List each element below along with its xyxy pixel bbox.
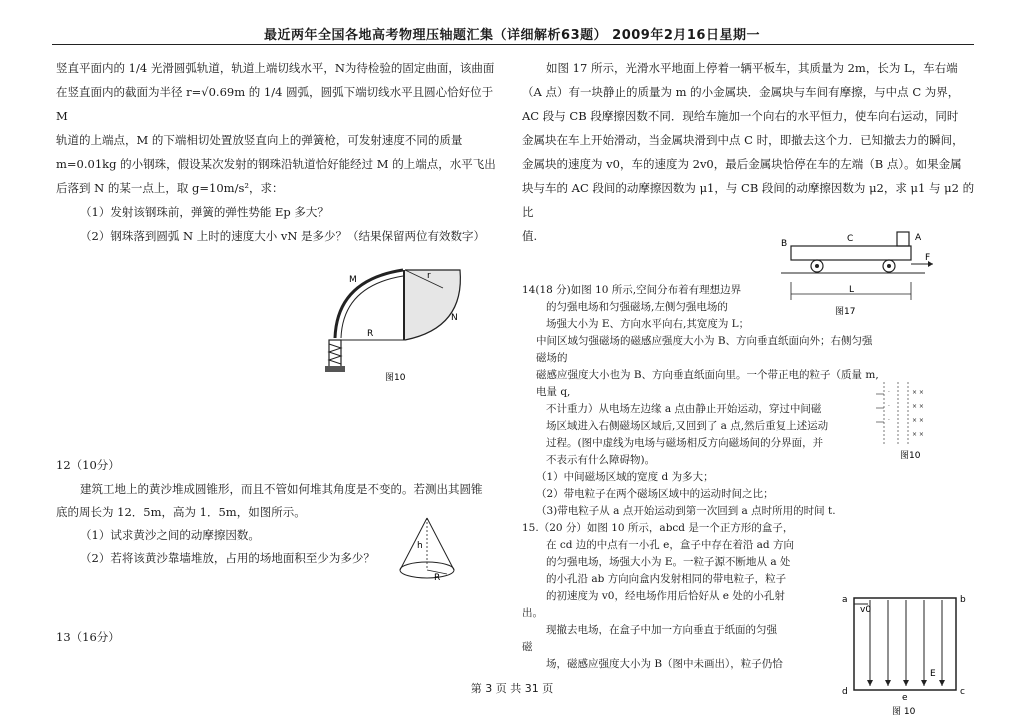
figure-sand-cone [392,514,462,584]
text-line: 中间区域匀强磁场的磁感应强度大小为 B、方向垂直纸面向外；右侧匀强磁场的 [536,335,873,364]
svg-text:·: · [888,417,890,424]
question-3: （3)带电粒子从 a 点开始运动到第一次回到 a 点时所用的时间 t. [536,505,836,517]
text-line: 的初速度为 v0，经电场作用后恰好从 e 处的小孔射 [546,590,785,602]
svg-text:× ×: × × [912,417,924,424]
text-line: 金属块的速度为 v0，车的速度为 2v0，最后金属块恰停在车的左端（B 点）。如果金属 [522,157,962,171]
svg-text:× ×: × × [912,403,924,410]
label-d: d [842,687,848,697]
label-E: E [930,669,936,679]
text-line: （A 点）有一块静止的质量为 m 的小金属块．金属块与车间有摩擦，与中点 C 为界， [522,85,960,99]
text-line: 在 cd 边的中点有一小孔 e，盒子中存在着沿 ad 方向 [546,539,794,551]
text-line: 竖直平面内的 1/4 光滑圆弧轨道，轨道上端切线水平，N为待检验的固定曲面，该曲面 [56,61,495,75]
label-r: r [427,271,431,281]
text-line: 14(18 分)如图 10 所示,空间分布着有理想边界 [522,284,742,296]
text-line: 如图 17 所示，光滑水平地面上停着一辆平板车，其质量为 2m，长为 L，车右端 [546,61,958,75]
text-line: 底的周长为 12．5m，高为 1．5m，如图所示。 [56,505,306,519]
label-a: a [842,595,848,605]
figure-caption: 图10 [385,373,406,383]
text-line: 磁 [522,641,533,653]
text-line: 的匀强电场，场强大小为 E。一粒子源不断地从 a 处 [546,556,791,568]
text-line: 现撤去电场，在盒子中加一方向垂直于纸面的匀强 [546,624,777,636]
question-1: （1）中间磁场区域的宽度 d 为多大； [536,471,714,483]
page-header-title: 最近两年全国各地高考物理压轴题汇集（详细解析63题） 2009年2月16日星期一 [264,28,760,43]
figure-10-arc-track [315,258,475,383]
text-line: 块与车的 AC 段间的动摩擦因数为 μ1，与 CB 段间的动摩擦因数为 μ2，求 μ1 与 μ2 的比 [522,181,975,219]
left-column [56,56,504,248]
label-L: L [849,285,855,295]
text-line: 在竖直面内的截面为半径 r=√0.69m 的 1/4 圆弧，圆弧下端切线水平且圆心恰好位于M [56,85,494,123]
figure-15-box [836,590,976,720]
figure-caption: 图10 [900,451,921,460]
label-C: C [847,234,854,244]
question-1: （1）发射该钢珠前，弹簧的弹性势能 Ep 多大？ [80,205,329,219]
text-line: 的小孔沿 ab 方向向盒内发射相同的带电粒子，粒子 [546,573,787,585]
text-line: 场强大小为 E、方向水平向右,其宽度为 L； [546,318,750,330]
right-column [522,56,976,248]
label-R: R [367,329,374,339]
svg-text:× ×: × × [912,389,924,396]
problem-12-title: 12（10分） [56,458,120,472]
question-2: （2）钢珠落到圆弧 N 上时的速度大小 vN 是多少？（结果保留两位有效数字） [80,229,486,243]
question-1: （1）试求黄沙之间的动摩擦因数。 [80,528,260,542]
text-line: AC 段与 CB 段摩擦因数不同．现给车施加一个向右的水平恒力，使车向右运动，同时 [522,109,959,123]
label-M: M [349,275,357,285]
text-line: 出。 [522,607,543,619]
label-e: e [902,693,908,703]
label-F: F [925,253,931,263]
text-line: 金属块在车上开始滑动，当金属块滑到中点 C 时，即撤去这个力．已知撤去力的瞬间， [522,133,964,147]
text-line: 场区域进入右侧磁场区域后,又回到了 a 点,然后重复上述运动 [546,420,829,432]
text-line: 建筑工地上的黄沙堆成圆锥形，而且不管如何堆其角度是不变的。若测出其圆锥 [80,482,483,496]
label-h: h [417,541,423,551]
text-line: 场，磁感应强度大小为 B（图中未画出），粒子仍恰 [546,658,783,670]
figure-14-fields [872,378,946,460]
header-divider [52,44,974,45]
figure-caption: 图 10 [892,707,916,717]
label-c: c [960,687,965,697]
problem-15 [522,520,822,673]
page-footer: 第 3 页 共 31 页 [470,682,554,695]
text-line: 不表示有什么障碍物)。 [546,454,656,466]
svg-text:× ×: × × [912,431,924,438]
text-line: 过程。(图中虚线为电场与磁场相反方向磁场间的分界面，并 [546,437,824,449]
text-line: 15.（20 分）如图 10 所示，abcd 是一个正方形的盒子， [522,522,794,534]
text-line: 值. [522,229,538,243]
label-N: N [451,313,458,323]
text-line: 的匀强电场和匀强磁场,左侧匀强电场的 [546,301,728,313]
text-line: m=0.01kg 的小钢珠，假设某次发射的钢珠沿轨道恰好能经过 M 的上端点，水平飞出 [56,157,496,171]
svg-text:·: · [888,389,890,396]
label-b: b [960,595,966,605]
text-line: 磁感应强度大小也为 B、方向垂直纸面向里。一个带正电的粒子（质量 m,电量 q, [536,369,879,398]
label-R: R [434,573,441,583]
text-line: 轨道的上端点，M 的下端相切处置放竖直向上的弹簧枪，可发射速度不同的质量 [56,133,463,147]
text-line: 不计重力）从电场左边缘 a 点由静止开始运动，穿过中间磁 [546,403,822,415]
problem-13-title: 13（16分） [56,630,120,644]
label-B: B [781,239,788,249]
text-line: 后落到 N 的某一点上，取 g=10m/s²，求： [56,181,284,195]
question-2: （2）带电粒子在两个磁场区域中的运动时间之比； [536,488,774,500]
problem-14 [522,282,882,520]
figure-caption: 图17 [835,307,856,317]
label-A: A [915,233,922,243]
svg-text:·: · [888,403,890,410]
question-2: （2）若将该黄沙靠墙堆放，占用的场地面积至少为多少？ [80,551,375,565]
label-v0: v0 [860,605,872,615]
